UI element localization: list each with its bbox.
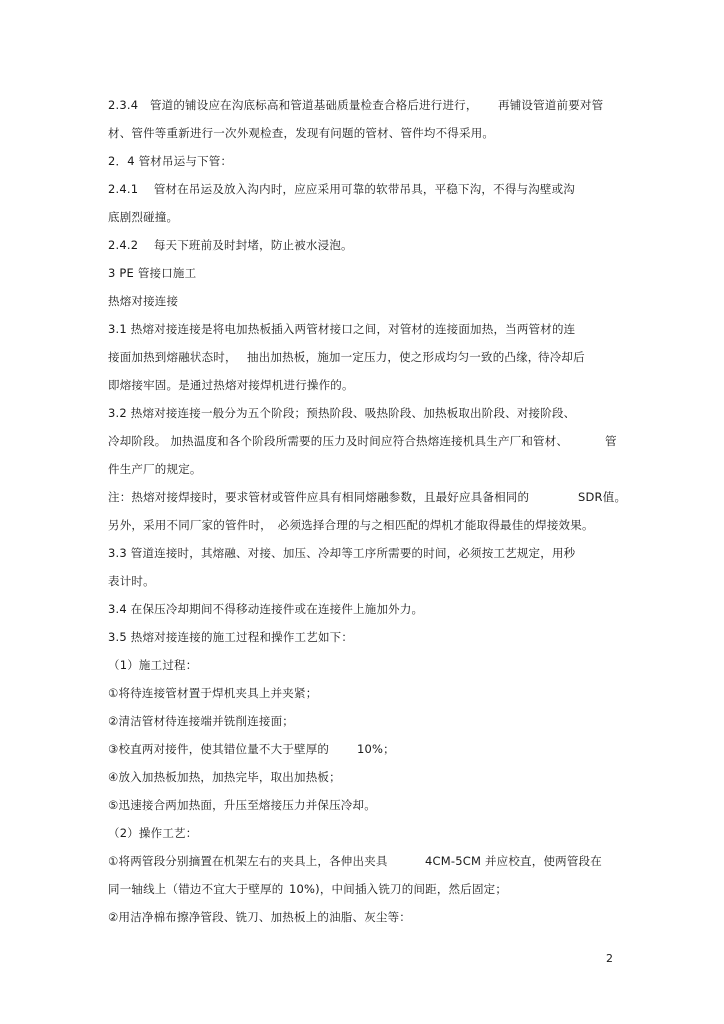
text-line: 管 <box>605 434 617 448</box>
text-line: 2．4 管材吊运与下管： <box>108 154 233 168</box>
text-line: 注：热熔对接焊接时，要求管材或管件应具有相同熔融参数，且最好应具备相同的 <box>108 490 530 504</box>
text-line: ②用洁净棉布擦净管段、铣刀、加热板上的油脂、灰尘等： <box>108 910 412 924</box>
text-line: 即熔接牢固。是通过热熔对接焊机进行操作的。 <box>108 378 354 392</box>
text-line: 3.5 热熔对接连接的施工过程和操作工艺如下： <box>108 630 354 644</box>
text-line: 待冷却后 <box>538 350 585 364</box>
text-line: 4CM-5CM 并应校直，使两管段在 <box>425 854 602 868</box>
text-line: ①将两管段分别摘置在机架左右的夹具上，各伸出夹具 <box>108 854 388 868</box>
text-line: 3.4 在保压冷却期间不得移动连接件或在连接件上施加外力。 <box>108 602 424 616</box>
text-line: 接面加热到熔融状态时， <box>108 350 237 364</box>
text-line: 3.3 管道连接时，其熔融、对接、加压、冷却等工序所需要的时间，必须按工艺规定，用秒 <box>108 546 576 560</box>
text-line: 3 PE 管接口施工 <box>108 266 197 280</box>
text-line: 底剧烈碰撞。 <box>108 210 179 224</box>
text-line: 2.3.4 管道的铺设应在沟底标高和管道基础质量检查合格后进行进行， <box>108 98 478 112</box>
text-line: 热熔对接连接 <box>108 294 179 308</box>
text-line: 10%)，中间插入铣刀的间距，然后固定； <box>289 882 508 896</box>
text-line: SDR值。 <box>578 490 627 504</box>
text-line: 2.4.2 每天下班前及时封堵，防止被水浸泡。 <box>108 238 353 252</box>
text-line: 3.1 热熔对接连接是将电加热板插入两管材接口之间，对管材的连接面加热，当两管材的连 <box>108 322 576 336</box>
text-line: （2）操作工艺： <box>108 826 198 840</box>
text-line: ③校直两对接件，使其错位量不大于壁厚的 <box>108 742 330 756</box>
text-line: （1）施工过程： <box>108 658 198 672</box>
text-line: 3.2 热熔对接连接一般分为五个阶段；预热阶段、吸热阶段、加热板取出阶段、对接阶段、 <box>108 406 576 420</box>
text-line: ②清洁管材待连接端并铣削连接面； <box>108 714 295 728</box>
text-line: ⑤迅速接合两加热面，升压至熔接压力并保压冷却。 <box>108 798 376 812</box>
text-line: ④放入加热板加热，加热完毕，取出加热板； <box>108 770 341 784</box>
text-line: 10%； <box>357 742 395 756</box>
text-line: 抽出加热板，施加一定压力，使之形成均匀一致的凸缘， <box>247 350 540 364</box>
text-line: 材、管件等重新进行一次外观检查，发现有问题的管材、管件均不得采用。 <box>108 126 495 140</box>
text-line: 冷却阶段。 加热温度和各个阶段所需要的压力及时间应符合热熔连接机具生产厂和管材、 <box>108 434 569 448</box>
text-line: 再铺设管道前要对管 <box>498 98 604 112</box>
text-line: 2.4.1 管材在吊运及放入沟内时，应应采用可靠的软带吊具，平稳下沟，不得与沟壁或沟 <box>108 182 576 196</box>
text-line: 同一轴线上（错边不宜大于壁厚的 <box>108 882 284 896</box>
text-line: 表计时。 <box>108 574 155 588</box>
page-number: 2 <box>606 952 613 965</box>
text-line: 另外，采用不同厂家的管件时， 必须选择合理的与之相匹配的焊机才能取得最佳的焊接效果。 <box>108 518 594 532</box>
text-line: ①将待连接管材置于焊机夹具上并夹紧； <box>108 686 318 700</box>
text-line: 件生产厂的规定。 <box>108 462 202 476</box>
